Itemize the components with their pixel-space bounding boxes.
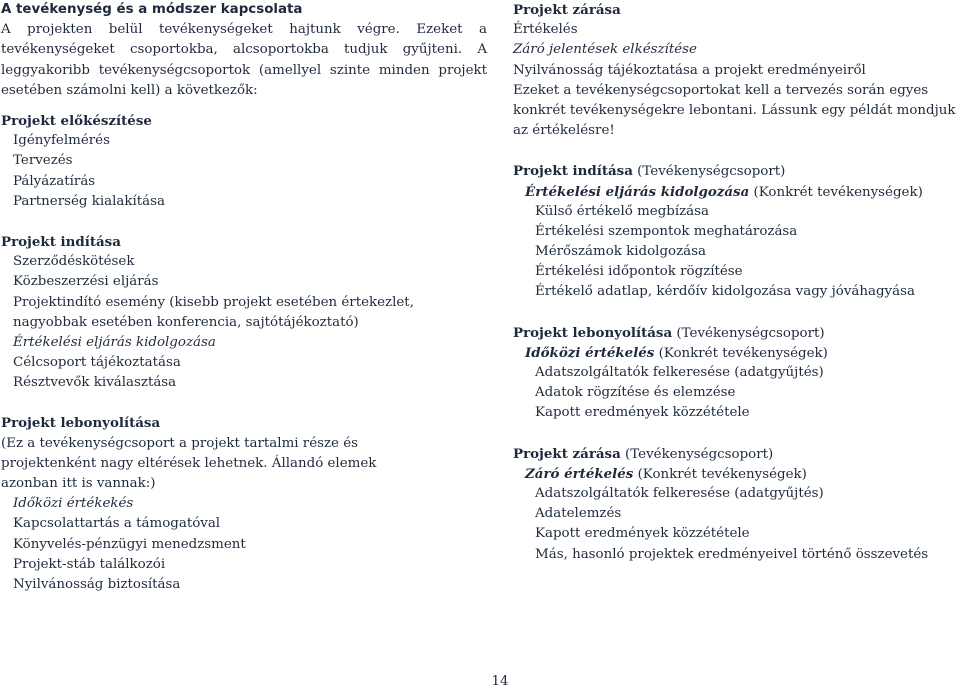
group-sub-suffix: (Konkrét tevékenységek) bbox=[749, 184, 923, 200]
launch-heading: Projekt indítása bbox=[1, 233, 121, 250]
intro-paragraph: A projekten belül tevékenységeket hajtunk végre. Ezeket a tevékenységeket csoportokba, alcsoportokba tudjuk gyűjteni. A leggyakoribb tevékenységcsoportok (amellyel szinte minden projekt esetében számolni kell) a következők: bbox=[1, 22, 487, 98]
group-item: Értékelő adatlap, kérdőív kidolgozása vagy jóváhagyása bbox=[535, 284, 915, 300]
group-item: Adatok rögzítése és elemzése bbox=[535, 385, 736, 401]
left-column bbox=[1, 0, 487, 595]
group-item: Kapott eredmények közzététele bbox=[535, 526, 750, 542]
group-heading-suffix: (Tevékenységcsoport) bbox=[632, 164, 786, 180]
prep-item: Tervezés bbox=[13, 153, 73, 169]
group-heading: Projekt lebonyolítása bbox=[513, 324, 673, 341]
group-heading-line bbox=[513, 161, 958, 181]
launch-item: Résztvevők kiválasztása bbox=[13, 375, 177, 391]
page-number: 14 bbox=[491, 674, 509, 689]
group-sub: Záró értékelés bbox=[525, 465, 634, 482]
group-item: Kapott eredmények közzététele bbox=[535, 405, 750, 421]
execution-item-italic: Időközi értékekés bbox=[13, 496, 134, 512]
launch-item: Projektindító esemény (kisebb projekt esetében értekezlet, bbox=[13, 294, 414, 310]
launch-item: Célcsoport tájékoztatása bbox=[13, 355, 181, 371]
prep-heading: Projekt előkészítése bbox=[1, 113, 152, 129]
prep-item: Igényfelmérés bbox=[13, 133, 110, 149]
right-column bbox=[513, 0, 958, 565]
group-item: Mérőszámok kidolgozása bbox=[535, 244, 706, 260]
example-paragraph: Ezeket a tevékenységcsoportokat kell a tervezés során egyes konkrét tevékenységekre lebontani. Lássunk egy példát mondjuk az értékelésre! bbox=[513, 82, 956, 139]
group-heading-suffix: (Tevékenységcsoport) bbox=[620, 446, 774, 462]
group-sub-line bbox=[513, 182, 958, 202]
group-heading-line bbox=[513, 323, 958, 343]
closing-item: Értékelés bbox=[513, 22, 578, 38]
prep-item: Partnerség kialakítása bbox=[13, 193, 166, 209]
group-item: Külső értékelő megbízása bbox=[535, 203, 710, 219]
group-sub: Értékelési eljárás kidolgozása bbox=[525, 183, 750, 200]
execution-item: Projekt-stáb találkozói bbox=[13, 556, 166, 572]
group-heading: Projekt zárása bbox=[513, 445, 621, 462]
closing-heading: Projekt zárása bbox=[513, 2, 621, 18]
launch-item-italic: Értékelési eljárás kidolgozása bbox=[13, 334, 216, 350]
prep-item: Pályázatírás bbox=[13, 173, 96, 189]
group-heading: Projekt indítása bbox=[513, 163, 633, 180]
group-heading-suffix: (Tevékenységcsoport) bbox=[672, 325, 825, 341]
group-item: Más, hasonló projektek eredményeivel történő összevetés bbox=[535, 546, 929, 562]
execution-note: (Ez a tevékenységcsoport a projekt tartalmi része és projektenként nagy eltérések lehetnek. Állandó elemek azonban itt is vannak:) bbox=[1, 435, 377, 492]
group-item: Értékelési időpontok rögzítése bbox=[535, 264, 743, 280]
group-sub-suffix: (Konkrét tevékenységek) bbox=[654, 345, 828, 361]
group-item: Adatelemzés bbox=[535, 506, 622, 522]
execution-heading: Projekt lebonyolítása bbox=[1, 415, 161, 432]
execution-item: Kapcsolattartás a támogatóval bbox=[13, 516, 221, 532]
group-heading-line bbox=[513, 444, 958, 464]
closing-item: Nyilvánosság tájékoztatása a projekt eredményeiről bbox=[513, 62, 866, 78]
group-item: Adatszolgáltatók felkeresése (adatgyűjtés) bbox=[535, 485, 824, 501]
group-sub-line bbox=[513, 464, 958, 484]
launch-item: nagyobbak esetében konferencia, sajtótájékoztató) bbox=[13, 314, 359, 330]
group-item: Adatszolgáltatók felkeresése (adatgyűjtés) bbox=[535, 365, 824, 381]
group-sub-line bbox=[513, 343, 958, 363]
group-sub: Időközi értékelés bbox=[525, 344, 655, 361]
group-sub-suffix: (Konkrét tevékenységek) bbox=[633, 466, 807, 482]
execution-item: Könyvelés-pénzügyi menedzsment bbox=[13, 536, 246, 552]
section-title: A tevékenység és a módszer kapcsolata bbox=[1, 2, 303, 17]
launch-item: Közbeszerzési eljárás bbox=[13, 274, 159, 290]
launch-item: Szerződéskötések bbox=[13, 254, 135, 270]
closing-item-italic: Záró jelentések elkészítése bbox=[513, 42, 697, 58]
execution-item: Nyilvánosság biztosítása bbox=[13, 576, 181, 592]
group-item: Értékelési szempontok meghatározása bbox=[535, 223, 798, 239]
